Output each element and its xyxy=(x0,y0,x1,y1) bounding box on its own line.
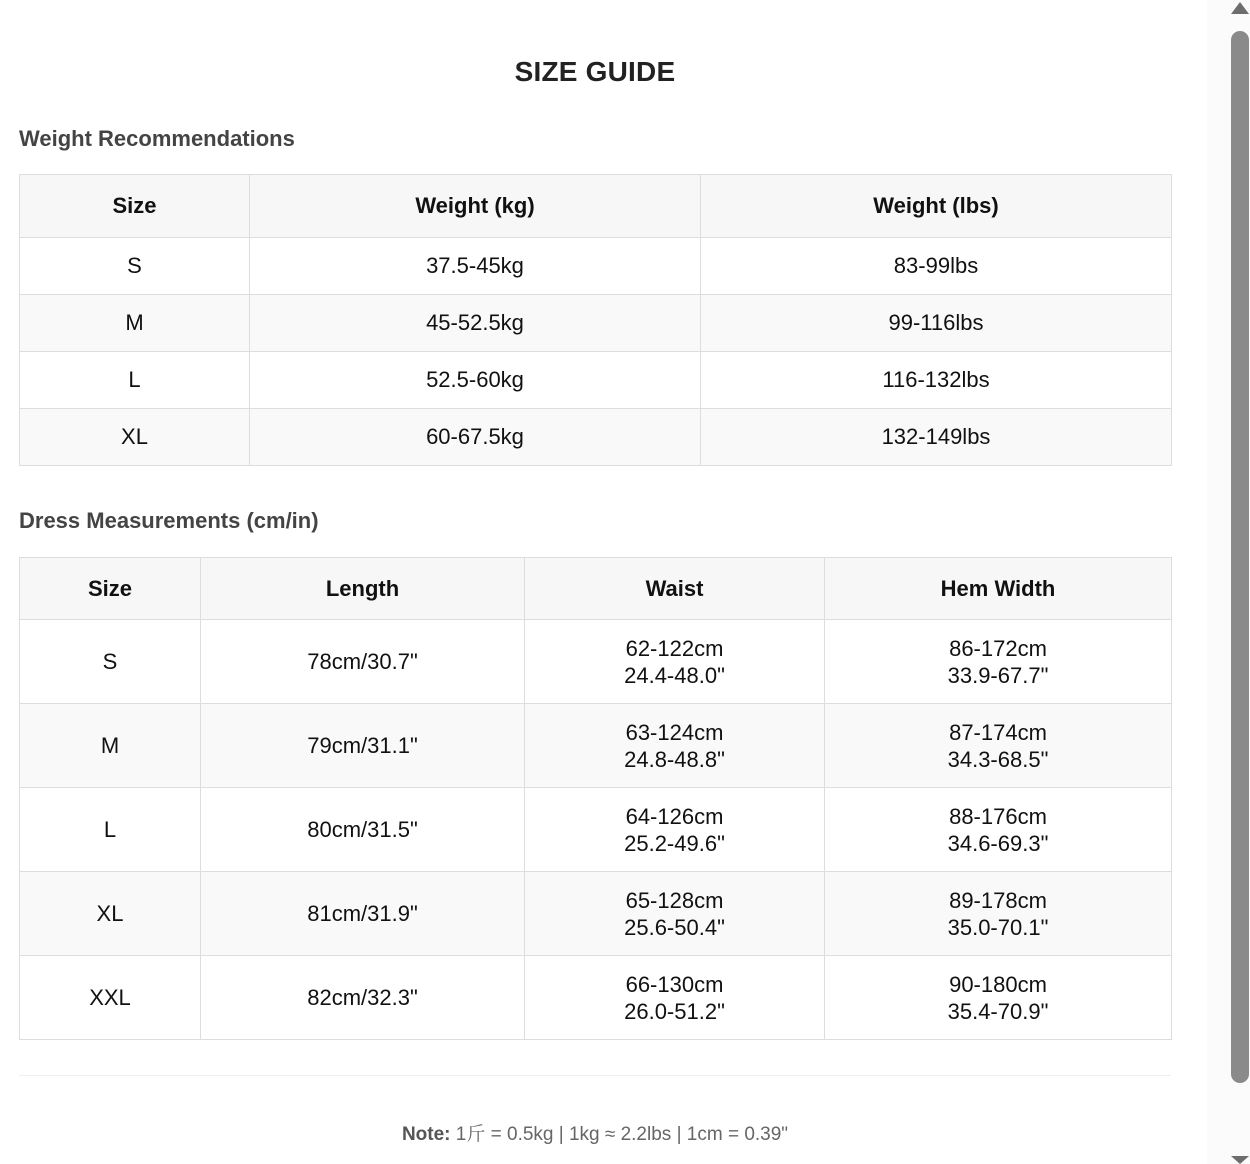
measure-hem-cell xyxy=(825,620,1172,704)
weight-kg-cell: 37.5-45kg xyxy=(250,238,701,295)
weight-header-size: Size xyxy=(20,175,250,238)
waist-cm: 66-130cm xyxy=(625,971,724,997)
measure-header-length: Length xyxy=(201,558,525,620)
weight-kg-cell: 52.5-60kg xyxy=(250,352,701,409)
waist-in: 25.6-50.4" xyxy=(624,914,725,940)
measure-size-cell: XL xyxy=(20,872,201,956)
weight-size-cell: M xyxy=(20,295,250,352)
waist-in: 24.4-48.0" xyxy=(624,662,725,688)
measure-size-cell: L xyxy=(20,788,201,872)
table-row xyxy=(20,295,1172,352)
note-text: 1斤 = 0.5kg | 1kg ≈ 2.2lbs | 1cm = 0.39" xyxy=(450,1124,789,1145)
weight-lbs-cell: 83-99lbs xyxy=(701,238,1172,295)
measure-hem-cell xyxy=(825,956,1172,1040)
measure-size-cell: XXL xyxy=(20,956,201,1040)
measure-waist-cell xyxy=(525,620,825,704)
weight-header-row xyxy=(20,175,1172,238)
measure-header-row xyxy=(20,558,1172,620)
scrollbar-thumb[interactable] xyxy=(1231,31,1249,1083)
weight-size-cell: L xyxy=(20,352,250,409)
measure-length-cell: 78cm/30.7" xyxy=(201,620,525,704)
waist-cm: 62-122cm xyxy=(625,635,724,661)
table-row xyxy=(20,788,1172,872)
hem-cm: 90-180cm xyxy=(949,971,1047,997)
waist-in: 25.2-49.6" xyxy=(624,830,725,856)
measure-length-cell: 79cm/31.1" xyxy=(201,704,525,788)
weight-table xyxy=(19,174,1172,466)
waist-cm: 63-124cm xyxy=(625,719,724,745)
measure-hem-cell xyxy=(825,788,1172,872)
note-label: Note: xyxy=(401,1124,451,1145)
table-row xyxy=(20,872,1172,956)
measure-waist-cell xyxy=(525,704,825,788)
weight-header-lbs: Weight (lbs) xyxy=(701,175,1172,238)
conversion-note xyxy=(0,1119,1190,1146)
waist-in: 24.8-48.8" xyxy=(624,746,725,772)
hem-in: 35.4-70.9" xyxy=(947,998,1049,1024)
measure-size-cell: M xyxy=(20,704,201,788)
weight-size-cell: XL xyxy=(20,409,250,466)
table-row xyxy=(20,238,1172,295)
measure-length-cell: 80cm/31.5" xyxy=(201,788,525,872)
scroll-up-arrow-icon[interactable] xyxy=(1231,2,1249,14)
measure-hem-cell xyxy=(825,872,1172,956)
measure-section-title: Dress Measurements (cm/in) xyxy=(19,508,319,533)
measure-length-cell: 82cm/32.3" xyxy=(201,956,525,1040)
table-row xyxy=(20,620,1172,704)
waist-cm: 64-126cm xyxy=(625,803,724,829)
weight-lbs-cell: 132-149lbs xyxy=(701,409,1172,466)
weight-section-title: Weight Recommendations xyxy=(19,126,295,151)
hem-cm: 87-174cm xyxy=(949,719,1047,745)
hem-cm: 86-172cm xyxy=(949,635,1047,661)
hem-in: 34.6-69.3" xyxy=(947,830,1049,856)
weight-lbs-cell: 116-132lbs xyxy=(701,352,1172,409)
measure-waist-cell xyxy=(525,872,825,956)
measure-hem-cell xyxy=(825,704,1172,788)
waist-in: 26.0-51.2" xyxy=(624,998,725,1024)
weight-lbs-cell: 99-116lbs xyxy=(701,295,1172,352)
scroll-down-arrow-icon[interactable] xyxy=(1231,1156,1249,1164)
table-row xyxy=(20,352,1172,409)
measure-header-size: Size xyxy=(20,558,201,620)
vertical-scrollbar[interactable] xyxy=(1207,0,1250,1164)
hem-in: 34.3-68.5" xyxy=(947,746,1049,772)
weight-header-kg: Weight (kg) xyxy=(250,175,701,238)
table-row xyxy=(20,409,1172,466)
footer-divider xyxy=(19,1075,1171,1076)
hem-in: 33.9-67.7" xyxy=(947,662,1049,688)
page-title: SIZE GUIDE xyxy=(514,56,676,87)
measure-waist-cell xyxy=(525,788,825,872)
table-row xyxy=(20,704,1172,788)
weight-size-cell: S xyxy=(20,238,250,295)
measure-header-hem-width: Hem Width xyxy=(825,558,1172,620)
measure-length-cell: 81cm/31.9" xyxy=(201,872,525,956)
measure-size-cell: S xyxy=(20,620,201,704)
hem-cm: 88-176cm xyxy=(949,803,1047,829)
measure-header-waist: Waist xyxy=(525,558,825,620)
hem-in: 35.0-70.1" xyxy=(947,914,1049,940)
weight-kg-cell: 60-67.5kg xyxy=(250,409,701,466)
waist-cm: 65-128cm xyxy=(625,887,724,913)
hem-cm: 89-178cm xyxy=(949,887,1047,913)
measure-waist-cell xyxy=(525,956,825,1040)
table-row xyxy=(20,956,1172,1040)
measurements-table xyxy=(19,557,1172,1040)
weight-kg-cell: 45-52.5kg xyxy=(250,295,701,352)
